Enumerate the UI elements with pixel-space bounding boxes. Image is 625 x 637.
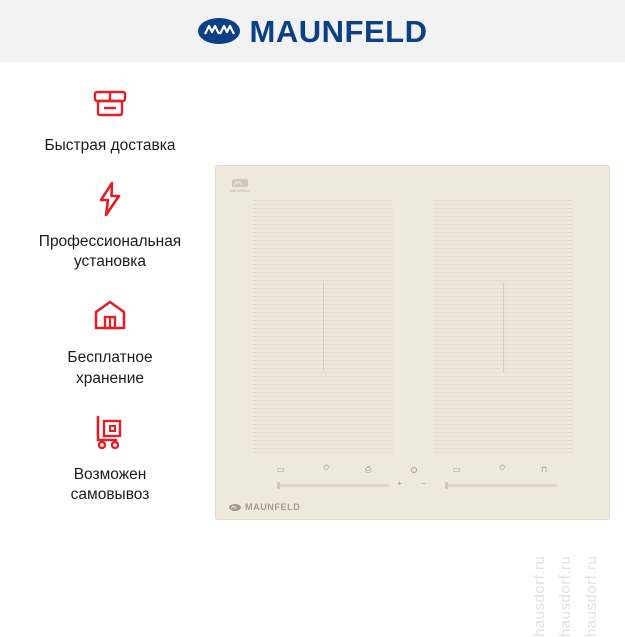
minus-icon[interactable]: − — [421, 479, 426, 488]
site-header — [0, 0, 625, 62]
left-cooking-zone — [253, 200, 393, 455]
watermark: hausdorf.ru — [557, 555, 574, 637]
watermark: hausdorf.ru — [531, 555, 548, 637]
maunfeld-wave-icon — [198, 18, 240, 44]
power-icon[interactable] — [411, 467, 417, 473]
feature-installation — [10, 176, 210, 272]
left-power-slider[interactable] — [277, 484, 389, 487]
control-panel[interactable] — [215, 458, 610, 520]
lightning-bolt-icon — [87, 176, 133, 222]
feature-delivery — [10, 80, 210, 156]
feature-storage — [10, 292, 210, 388]
cooktop-corner-badge — [227, 175, 253, 197]
brand-logo — [198, 13, 428, 49]
right-cooking-zone — [433, 200, 573, 455]
cooktop-brand-text: MAUNFELD — [245, 502, 301, 512]
zone-divider-line — [503, 282, 504, 374]
delivery-box-icon — [87, 80, 133, 126]
zone-divider-line-highlight — [505, 277, 506, 379]
features-list — [10, 80, 210, 521]
plus-icon[interactable]: + — [397, 479, 402, 488]
right-power-slider[interactable] — [445, 484, 557, 487]
cooktop-corner-badge-text: MAUNFELD — [229, 189, 251, 193]
pot-icon[interactable]: ▭ — [453, 465, 461, 474]
feature-pickup-label: Возможен самовывоз — [70, 465, 150, 503]
zone-divider-line-highlight — [325, 277, 326, 379]
warehouse-icon — [87, 292, 133, 338]
feature-delivery-label: Быстрая доставка — [44, 137, 176, 154]
brand-name: MAUNFELD — [249, 13, 428, 49]
cooktop-brand-label — [229, 502, 300, 512]
zone-divider-line — [323, 282, 324, 374]
pause-icon[interactable]: ▭ — [277, 465, 285, 474]
maunfeld-wave-icon-small — [232, 179, 248, 187]
lock-icon[interactable]: ⎙ — [365, 465, 372, 474]
induction-cooktop — [215, 165, 610, 520]
maunfeld-wave-icon-tiny — [229, 504, 241, 511]
feature-installation-label: Профессиональная установка — [38, 233, 182, 271]
hand-truck-icon — [87, 409, 133, 455]
boost-icon[interactable]: ⊓ — [541, 465, 548, 474]
timer-icon[interactable]: ⏲ — [499, 463, 506, 472]
feature-storage-label: Бесплатное хранение — [67, 349, 153, 387]
product-image — [215, 165, 610, 520]
watermark: hausdorf.ru — [583, 555, 600, 637]
feature-pickup — [10, 409, 210, 505]
timer-icon[interactable]: ⏲ — [323, 463, 330, 472]
